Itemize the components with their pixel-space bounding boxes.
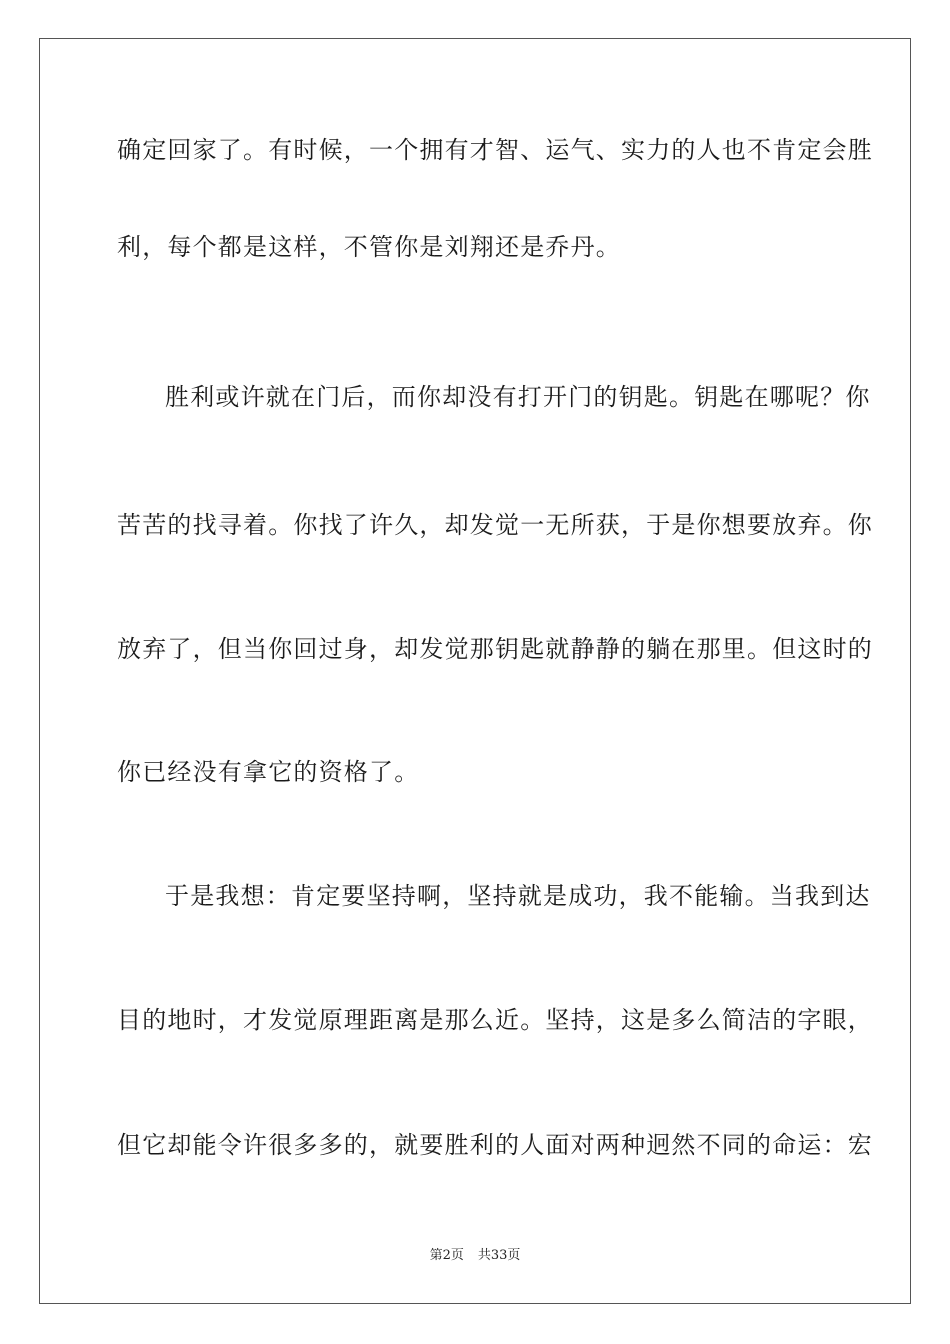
text-line-5: 放弃了，但当你回过身，却发觉那钥匙就静静的躺在那里。但这时的	[117, 635, 873, 663]
total-pages: 共33页	[477, 1248, 521, 1263]
text-line-6: 你已经没有拿它的资格了。	[117, 758, 420, 786]
text-line-4: 苦苦的找寻着。你找了许久，却发觉一无所获，于是你想要放弃。你	[117, 511, 873, 539]
text-line-9: 但它却能令许很多多的，就要胜利的人面对两种迥然不同的命运：宏	[117, 1131, 873, 1159]
text-line-8: 目的地时，才发觉原理距离是那么近。坚持，这是多么简洁的字眼，	[117, 1006, 873, 1034]
page-number: 第2页	[429, 1248, 464, 1263]
page-border	[39, 38, 911, 1304]
text-line-2: 利，每个都是这样，不管你是刘翔还是乔丹。	[117, 233, 621, 261]
page-footer	[0, 1247, 950, 1265]
text-line-7: 于是我想：肯定要坚持啊，坚持就是成功，我不能输。当我到达	[165, 882, 871, 910]
text-line-3: 胜利或许就在门后，而你却没有打开门的钥匙。钥匙在哪呢？你	[165, 383, 871, 411]
text-line-1: 确定回家了。有时候，一个拥有才智、运气、实力的人也不肯定会胜	[117, 136, 873, 164]
